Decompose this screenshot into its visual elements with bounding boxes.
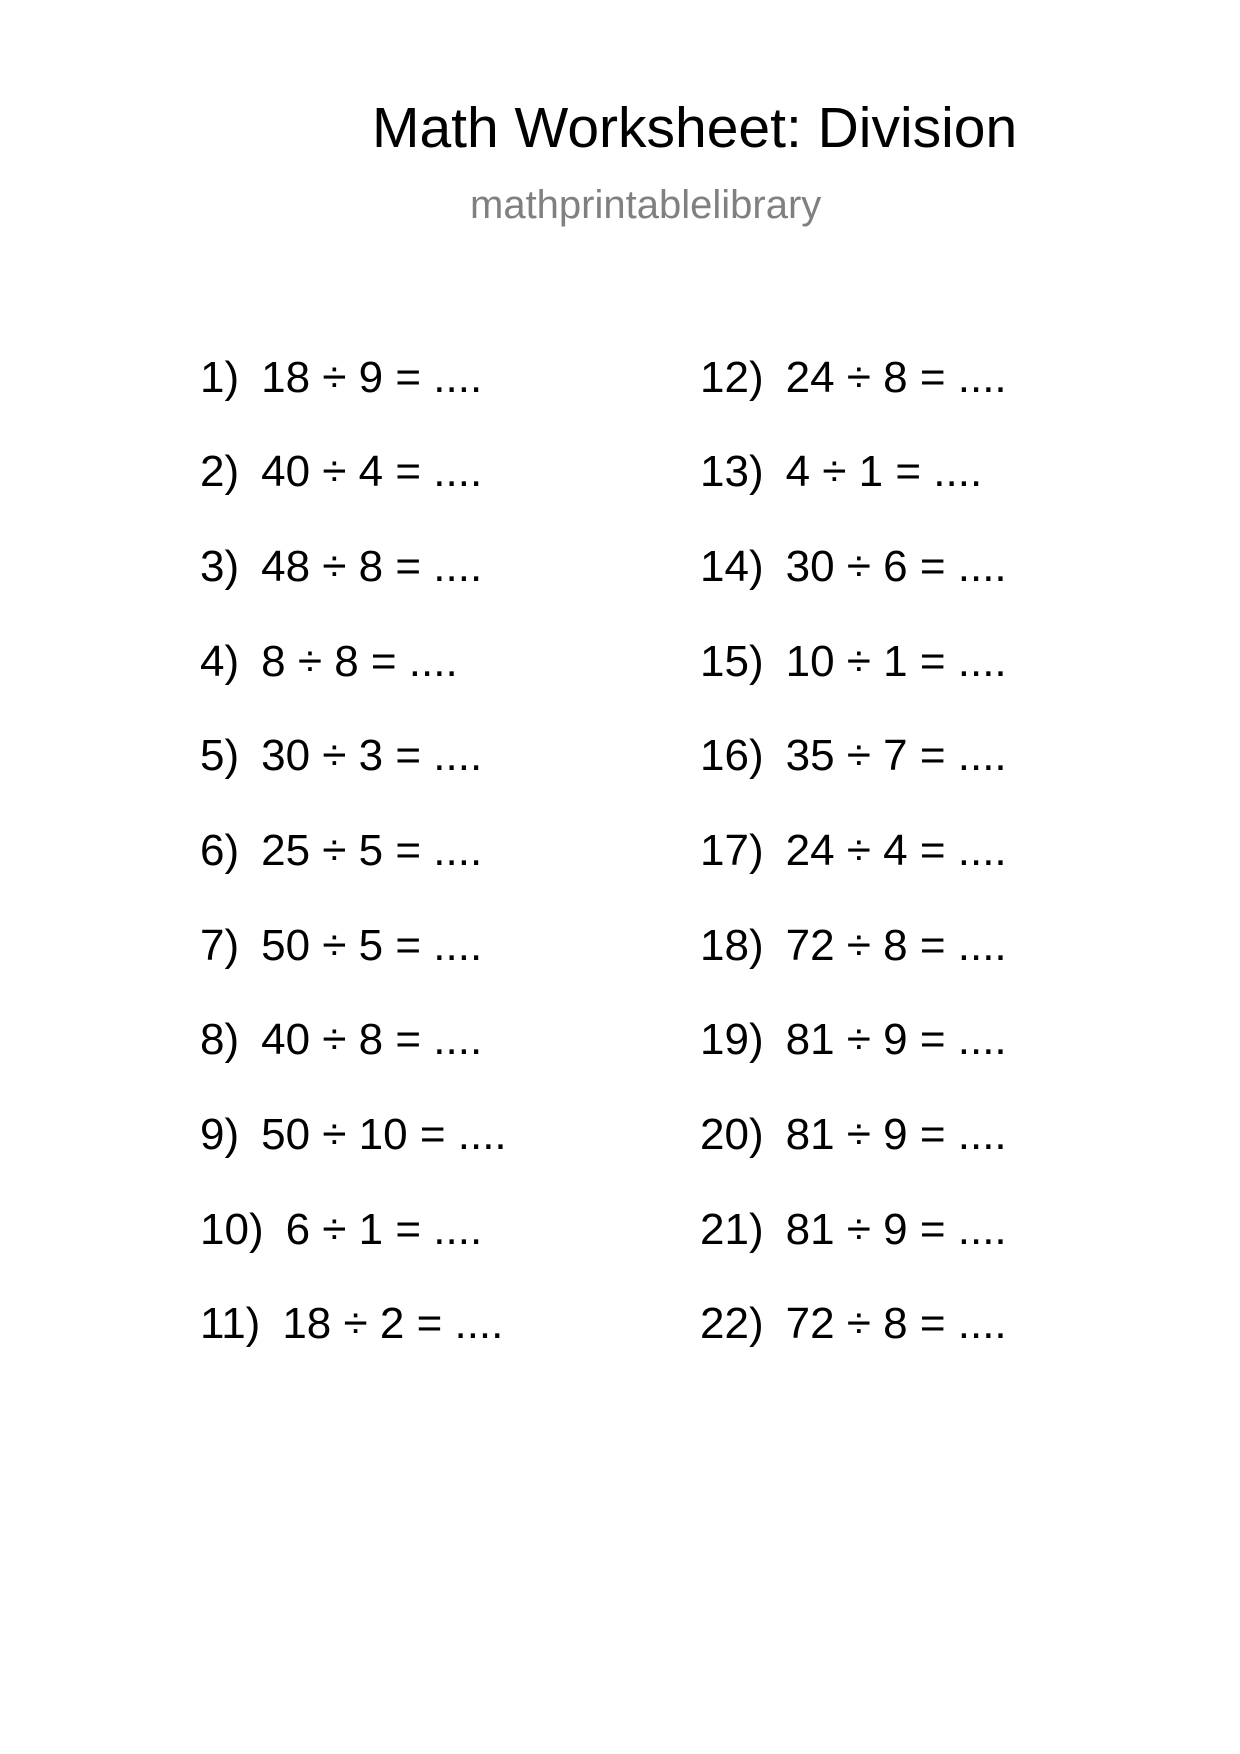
- problem-number: 19): [700, 1015, 764, 1064]
- problem-expression: 8 ÷ 8 = ....: [261, 637, 458, 686]
- problem-item: [700, 826, 1007, 875]
- problem-number: 8): [200, 1015, 240, 1064]
- problem-expression: 35 ÷ 7 = ....: [785, 731, 1007, 780]
- problem-number: 18): [700, 921, 764, 970]
- problem-number: 1): [200, 353, 240, 402]
- problem-number: 16): [700, 731, 764, 780]
- problem-number: 6): [200, 826, 240, 875]
- problem-item: [200, 1110, 507, 1159]
- problem-number: 12): [700, 353, 764, 402]
- problem-item: [700, 731, 1007, 780]
- problem-number: 20): [700, 1110, 764, 1159]
- problem-expression: 50 ÷ 10 = ....: [261, 1110, 507, 1159]
- problem-item: [200, 1015, 483, 1064]
- problem-expression: 50 ÷ 5 = ....: [261, 921, 483, 970]
- problem-item: [700, 637, 1007, 686]
- problem-expression: 18 ÷ 2 = ....: [282, 1299, 504, 1348]
- problem-expression: 72 ÷ 8 = ....: [785, 1299, 1007, 1348]
- problem-item: [200, 921, 483, 970]
- problem-item: [200, 1299, 504, 1348]
- problem-item: [200, 731, 483, 780]
- problem-expression: 40 ÷ 8 = ....: [261, 1015, 483, 1064]
- problem-number: 13): [700, 447, 764, 496]
- problem-item: [700, 1299, 1007, 1348]
- problem-expression: 4 ÷ 1 = ....: [785, 447, 983, 496]
- problem-number: 21): [700, 1205, 764, 1254]
- problem-item: [200, 826, 483, 875]
- problem-number: 2): [200, 447, 240, 496]
- problem-expression: 25 ÷ 5 = ....: [261, 826, 483, 875]
- problem-expression: 81 ÷ 9 = ....: [785, 1205, 1007, 1254]
- problem-number: 17): [700, 826, 764, 875]
- problem-expression: 10 ÷ 1 = ....: [785, 637, 1007, 686]
- problem-number: 9): [200, 1110, 240, 1159]
- problem-number: 3): [200, 542, 240, 591]
- problem-item: [200, 542, 483, 591]
- problem-number: 14): [700, 542, 764, 591]
- problem-expression: 48 ÷ 8 = ....: [261, 542, 483, 591]
- problem-item: [700, 1110, 1007, 1159]
- problem-item: [200, 447, 483, 496]
- problem-expression: 30 ÷ 3 = ....: [261, 731, 483, 780]
- problem-expression: 6 ÷ 1 = ....: [285, 1205, 483, 1254]
- problem-expression: 40 ÷ 4 = ....: [261, 447, 483, 496]
- problem-item: [200, 1205, 483, 1254]
- problem-item: [200, 353, 483, 402]
- problem-item: [700, 542, 1007, 591]
- problem-item: [700, 921, 1007, 970]
- problem-number: 22): [700, 1299, 764, 1348]
- problem-expression: 18 ÷ 9 = ....: [261, 353, 483, 402]
- problem-expression: 72 ÷ 8 = ....: [785, 921, 1007, 970]
- problem-item: [700, 447, 983, 496]
- problem-item: [700, 353, 1007, 402]
- problem-expression: 24 ÷ 8 = ....: [785, 353, 1007, 402]
- problem-item: [200, 637, 458, 686]
- worksheet-subtitle: mathprintablelibrary: [470, 183, 822, 227]
- problem-expression: 30 ÷ 6 = ....: [785, 542, 1007, 591]
- problem-number: 15): [700, 637, 764, 686]
- problem-item: [700, 1205, 1007, 1254]
- problem-expression: 24 ÷ 4 = ....: [785, 826, 1007, 875]
- problem-expression: 81 ÷ 9 = ....: [785, 1015, 1007, 1064]
- worksheet-title: Math Worksheet: Division: [372, 96, 1018, 160]
- problem-number: 11): [200, 1299, 261, 1348]
- problem-number: 10): [200, 1205, 264, 1254]
- problem-number: 4): [200, 637, 240, 686]
- problem-expression: 81 ÷ 9 = ....: [785, 1110, 1007, 1159]
- problem-item: [700, 1015, 1007, 1064]
- problem-number: 7): [200, 921, 240, 970]
- problem-number: 5): [200, 731, 240, 780]
